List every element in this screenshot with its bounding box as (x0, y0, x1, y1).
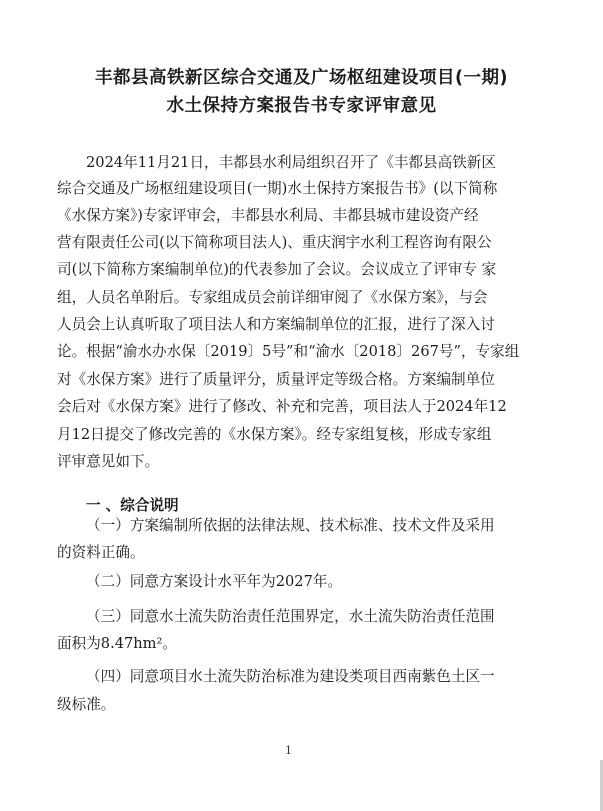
intro-line: 会后对《水保方案》进行了修改、补充和完善，项目法人于2024年12 (57, 398, 507, 415)
intro-line: 组，人员名单附后。专家组成员会前详细审阅了《水保方案》，与会 (57, 289, 488, 306)
intro-line: 评审意见如下。 (57, 453, 160, 470)
document-title-line1: 丰都县高铁新区综合交通及广场枢纽建设项目(一期) (95, 68, 508, 88)
item-line: （一）方案编制所依据的法律法规、技术标准、技术文件及采用 (86, 517, 495, 534)
intro-line: 人员会上认真听取了项目法人和方案编制单位的汇报，进行了深入讨 (57, 316, 495, 333)
section-heading: 一 、综合说明 (86, 497, 179, 514)
document-title-line2: 水土保持方案报告书专家评审意见 (166, 96, 437, 116)
intro-line: 《水保方案》)专家评审会，丰都县水利局、丰都县城市建设资产经 (57, 207, 479, 224)
item-line: 的资料正确。 (57, 544, 145, 561)
intro-line: 综合交通及广场枢纽建设项目(一期)水土保持方案报告书》(以下简称 (57, 180, 498, 197)
item-line: （二）同意方案设计水平年为2027年。 (86, 573, 343, 590)
intro-line: 2024年11月21日，丰都县水利局组织召开了《丰都县高铁新区 (86, 154, 496, 171)
item-line: （三）同意水土流失防治责任范围界定，水土流失防治责任范围 (86, 608, 495, 625)
intro-line: 论。根据“渝水办水保〔2019〕5号”和“渝水〔2018〕267号”，专家组 (57, 343, 520, 360)
item-line: 面积为8.47hm²。 (57, 635, 177, 652)
intro-line: 营有限责任公司(以下简称项目法人)、重庆润宇水利工程咨询有限公 (57, 234, 492, 251)
intro-line: 对《水保方案》进行了质量评分，质量评定等级合格。方案编制单位 (57, 371, 495, 388)
page-number: 1 (285, 744, 292, 757)
intro-line: 月12日提交了修改完善的《水保方案》。经专家组复核，形成专家组 (57, 426, 492, 443)
intro-line: 司(以下简称方案编制单位)的代表参加了会议。会议成立了评审专 家 (57, 261, 497, 278)
item-line: 级标准。 (57, 696, 116, 713)
item-line: （四）同意项目水土流失防治标准为建设类项目西南紫色土区一 (86, 668, 495, 685)
